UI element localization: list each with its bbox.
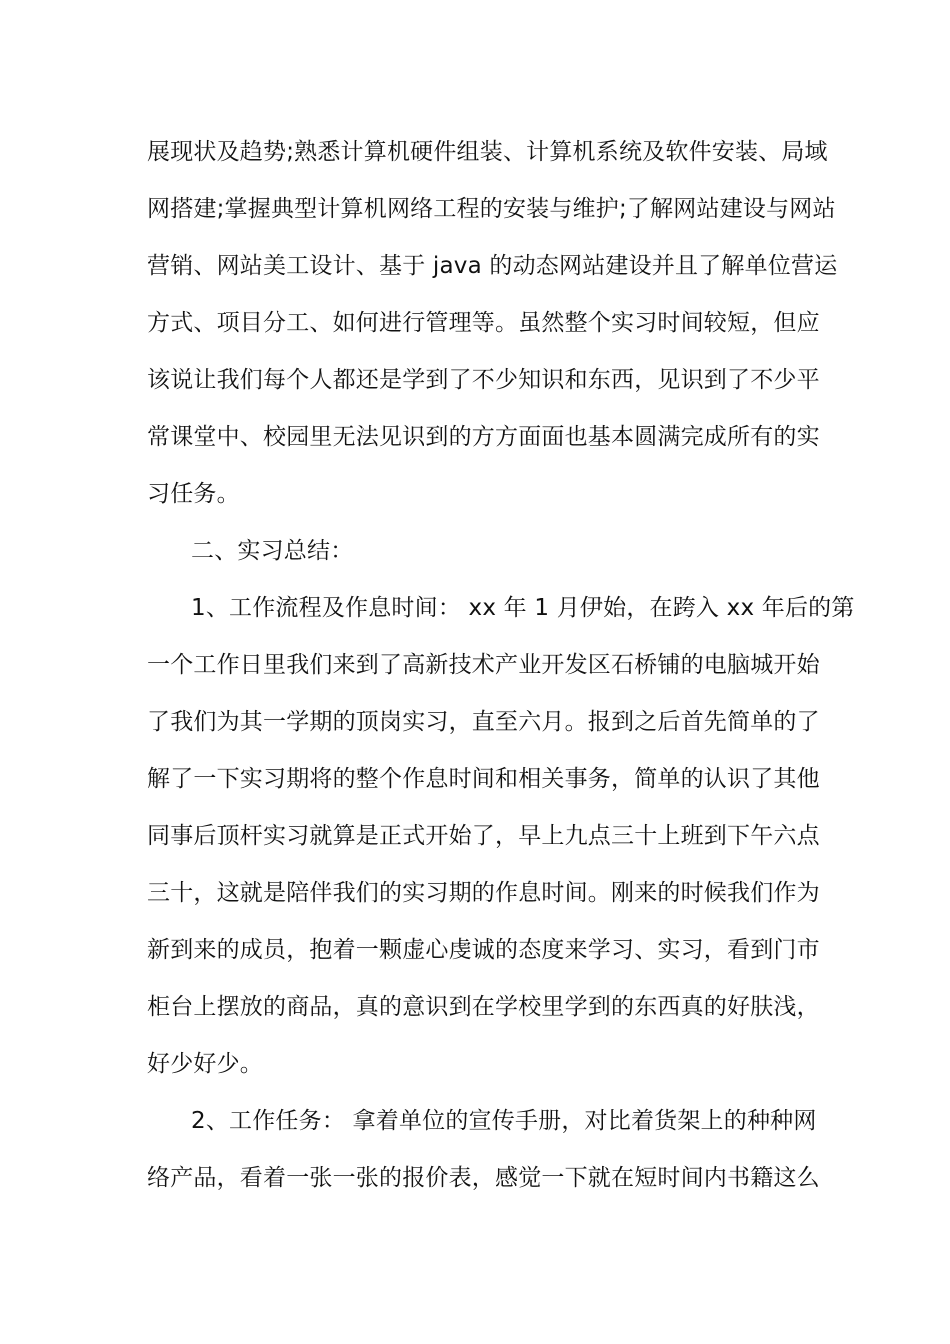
paragraph-line: 常课堂中、校园里无法见识到的方方面面也基本圆满完成所有的实 [147, 424, 820, 450]
paragraph-line: 解了一下实习期将的整个作息时间和相关事务，简单的认识了其他 [147, 766, 820, 792]
paragraph-line: 一个工作日里我们来到了高新技术产业开发区石桥铺的电脑城开始 [147, 652, 820, 678]
paragraph-line: 三十，这就是陪伴我们的实习期的作息时间。刚来的时候我们作为 [147, 880, 820, 906]
paragraph-line: 柜台上摆放的商品，真的意识到在学校里学到的东西真的好肤浅， [147, 994, 820, 1020]
paragraph-line: 络产品，看着一张一张的报价表，感觉一下就在短时间内书籍这么 [147, 1165, 820, 1191]
paragraph-line: 同事后顶杆实习就算是正式开始了，早上九点三十上班到下午六点 [147, 823, 820, 849]
paragraph-line: 2、工作任务： 拿着单位的宣传手册，对比着货架上的种种网 [191, 1108, 817, 1134]
paragraph-line: 新到来的成员，抱着一颗虚心虔诚的态度来学习、实习，看到门市 [147, 937, 820, 963]
paragraph-line: 展现状及趋势;熟悉计算机硬件组装、计算机系统及软件安装、局域 [147, 139, 828, 165]
paragraph-line: 营销、网站美工设计、基于 java 的动态网站建设并且了解单位营运 [147, 253, 838, 279]
paragraph-line: 习任务。 [147, 481, 240, 507]
section-heading: 二、实习总结： [191, 538, 354, 564]
paragraph-line: 方式、项目分工、如何进行管理等。虽然整个实习时间较短，但应 [147, 310, 820, 336]
paragraph-line: 该说让我们每个人都还是学到了不少知识和东西，见识到了不少平 [147, 367, 820, 393]
paragraph-line: 好少好少。 [147, 1051, 263, 1077]
paragraph-line: 了我们为其一学期的顶岗实习，直至六月。报到之后首先简单的了 [147, 709, 820, 735]
paragraph-line: 网搭建;掌握典型计算机网络工程的安装与维护;了解网站建设与网站 [147, 196, 836, 222]
paragraph-line: 1、工作流程及作息时间： xx 年 1 月伊始，在跨入 xx 年后的第 [191, 595, 855, 621]
